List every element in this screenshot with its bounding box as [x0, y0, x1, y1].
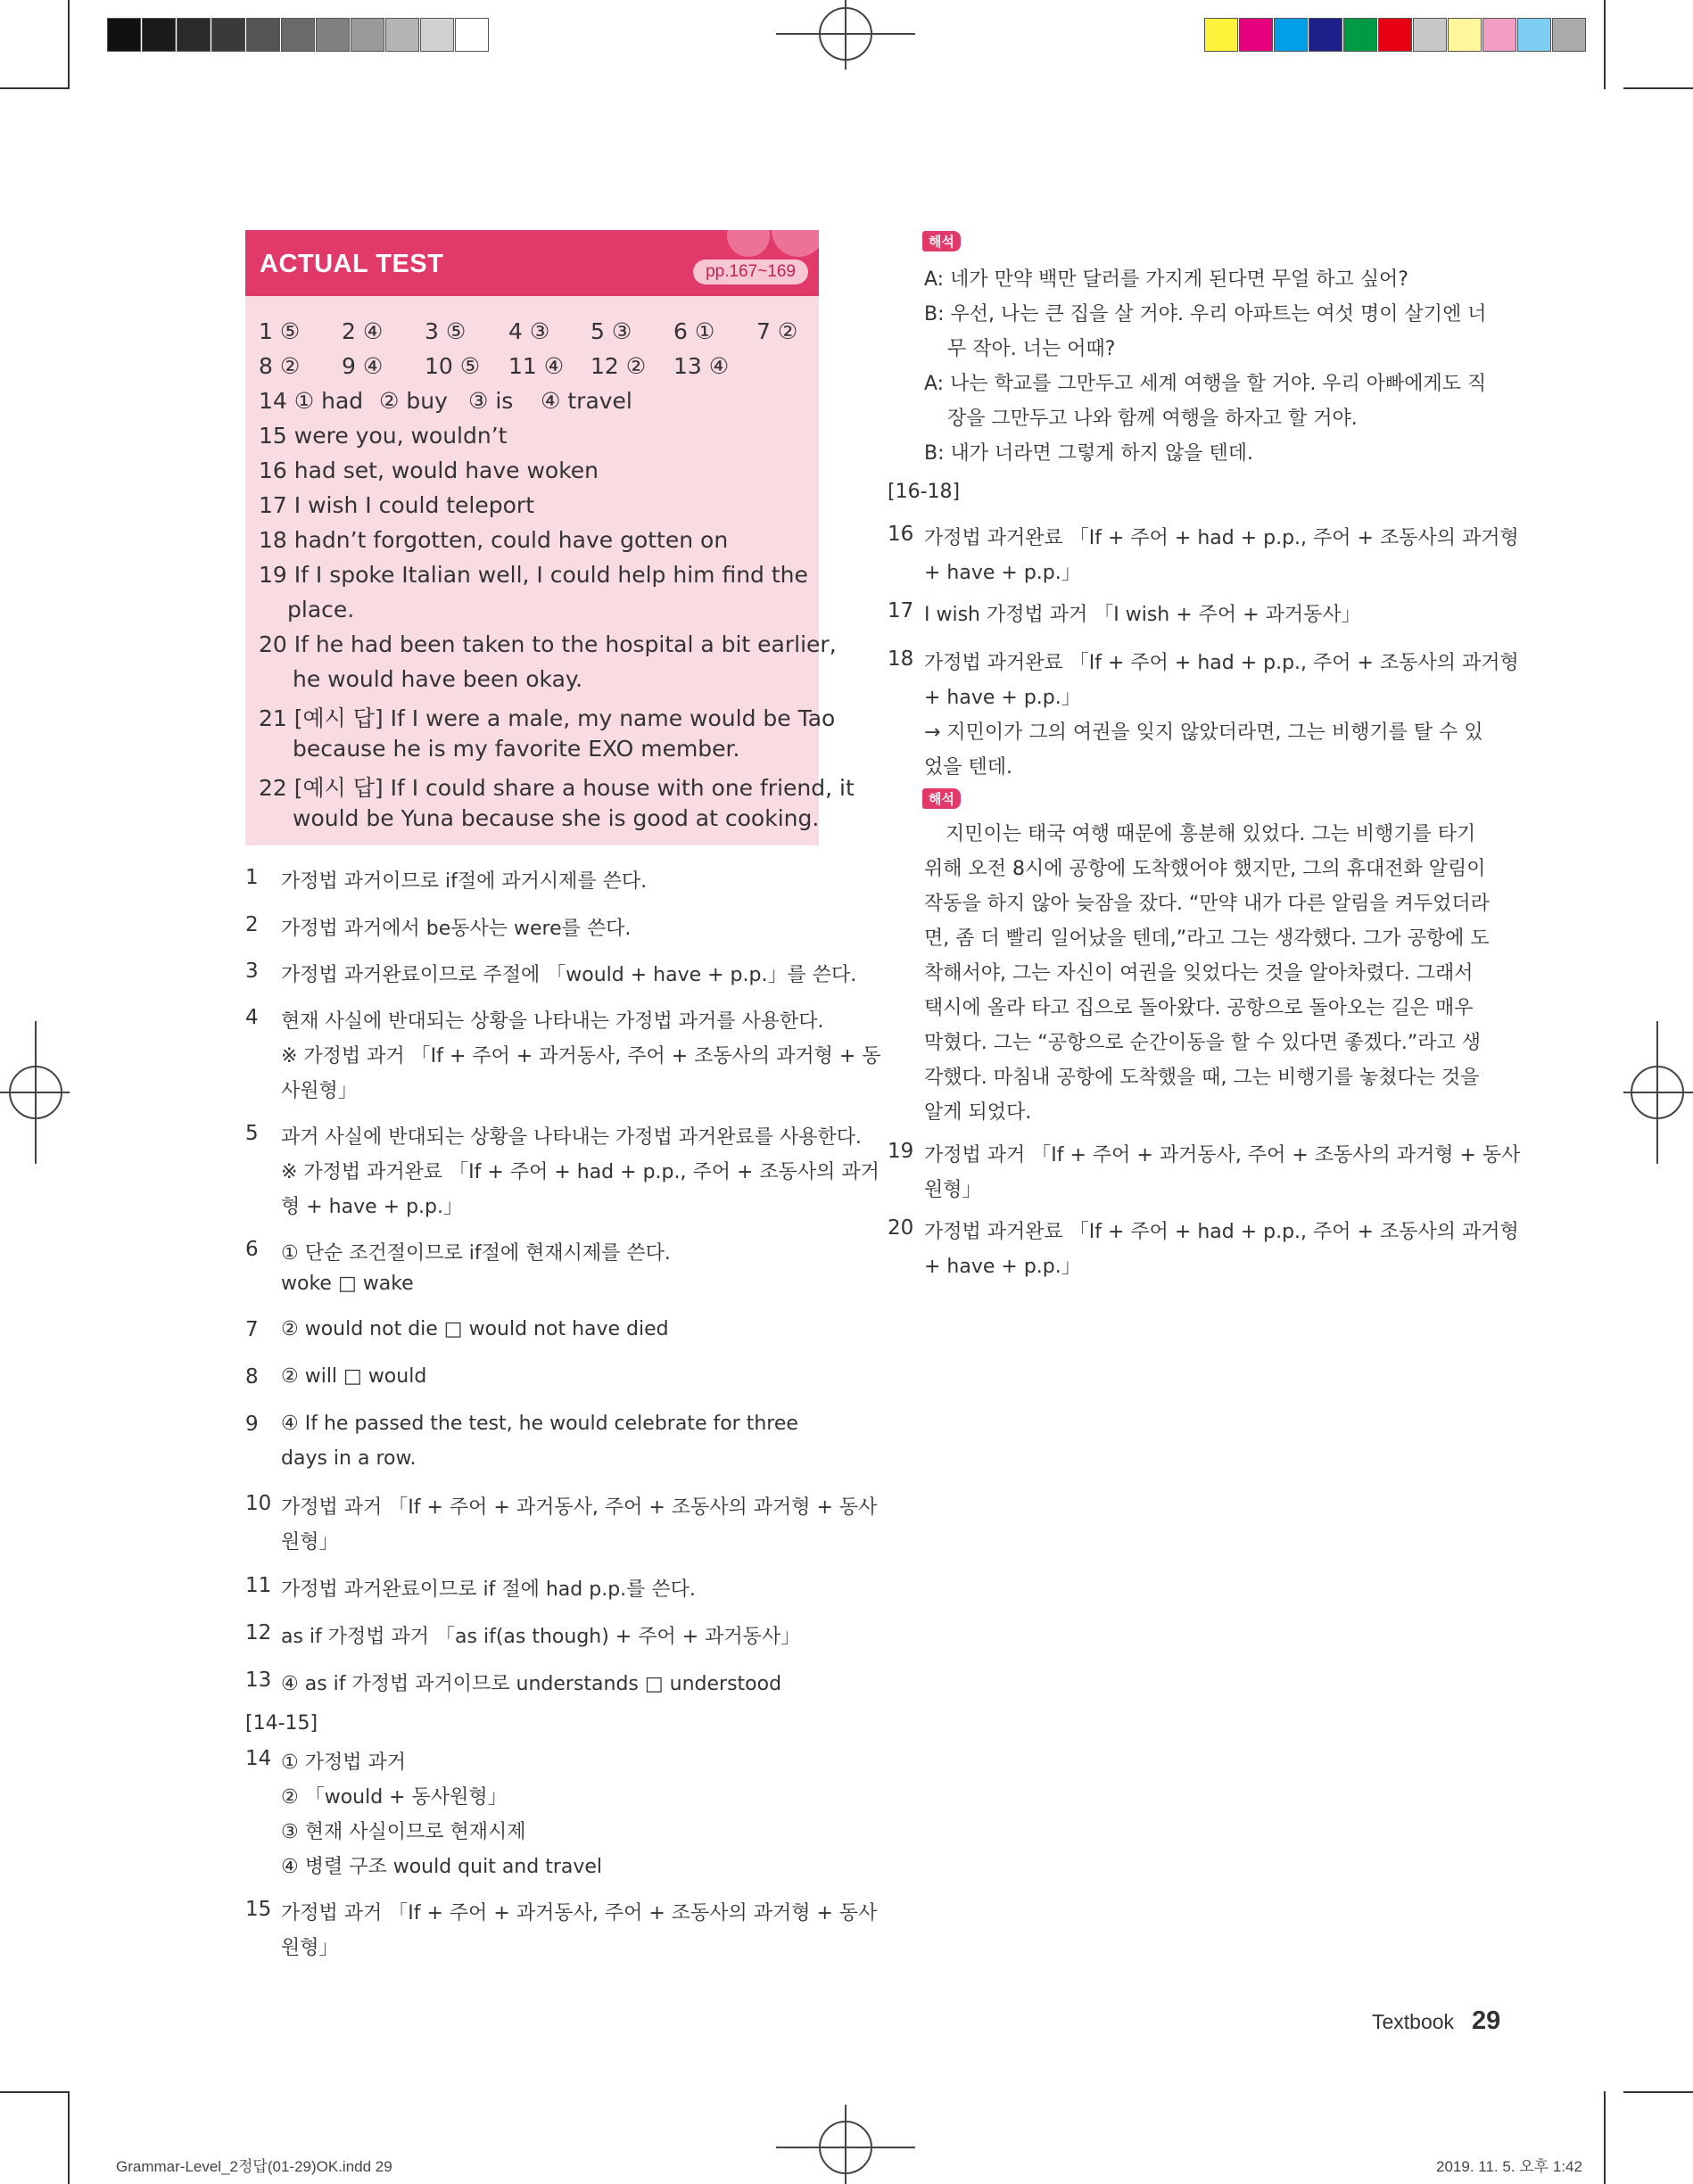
section-bracket: [14-15]	[245, 1712, 318, 1735]
explanation-number: 1	[245, 866, 259, 889]
color-swatch	[351, 18, 384, 52]
dialogue-line: A: 네가 만약 백만 달러를 가지게 된다면 무얼 하고 싶어?	[924, 268, 1408, 291]
explanation-text: I wish 가정법 과거 「I wish + 주어 + 과거동사」	[924, 604, 1361, 626]
color-swatch	[385, 18, 419, 52]
explanation-text: 가정법 과거 「If + 주어 + 과거동사, 주어 + 조동사의 과거형 + 동사	[924, 1144, 1521, 1166]
color-swatch	[211, 18, 245, 52]
color-swatch	[1378, 18, 1412, 52]
explanation-text: 가정법 과거완료 「If + 주어 + had + p.p., 주어 + 조동사의 과거형	[924, 527, 1519, 549]
explanation-text: 원형」	[281, 1937, 339, 1959]
passage-line: 착해서야, 그는 자신이 여권을 잊었다는 것을 알아차렸다. 그래서	[924, 962, 1474, 985]
explanation-number: 3	[245, 960, 259, 983]
color-swatch	[1413, 18, 1447, 52]
answer-item: 10 ⑤	[425, 353, 481, 379]
answer-item: 5 ③	[590, 318, 632, 344]
answer-item: ② buy	[379, 388, 448, 414]
dialogue-line: 무 작아. 너는 어때?	[947, 338, 1116, 360]
answer-line: because he is my favorite EXO member.	[293, 736, 740, 762]
explanation-text: 가정법 과거 「If + 주어 + 과거동사, 주어 + 조동사의 과거형 + 동사	[281, 1902, 878, 1924]
explanation-text: days in a row.	[281, 1447, 417, 1470]
explanation-text: 었을 텐데.	[924, 756, 1012, 779]
explanation-number: 9	[245, 1413, 259, 1436]
color-swatch	[1552, 18, 1586, 52]
explanation-number: 11	[245, 1574, 272, 1597]
color-swatch	[1448, 18, 1482, 52]
color-swatch	[142, 18, 176, 52]
answer-item: 13 ④	[673, 353, 730, 379]
explanation-text: + have + p.p.」	[924, 562, 1081, 584]
page-range-badge: pp.167~169	[693, 260, 808, 284]
explanation-number: 7	[245, 1318, 259, 1341]
explanation-text: ② will □ would	[281, 1365, 427, 1388]
dialogue-line: 장을 그만두고 나와 함께 여행을 하자고 할 거야.	[947, 408, 1358, 430]
file-slug: Grammar-Level_2정답(01-29)OK.indd 29	[116, 2158, 392, 2175]
section-bracket: [16-18]	[888, 481, 961, 503]
explanation-text: + have + p.p.」	[924, 1256, 1081, 1278]
answer-item: 14 ① had	[259, 388, 364, 414]
explanation-number: 12	[245, 1621, 272, 1644]
dialogue-line: B: 내가 너라면 그렇게 하지 않을 텐데.	[924, 442, 1253, 465]
explanation-text: ③ 현재 사실이므로 현재시제	[281, 1821, 526, 1843]
answer-line: 20 If he had been taken to the hospital a bit earlier,	[259, 631, 837, 657]
color-swatch	[1274, 18, 1308, 52]
color-swatch	[1204, 18, 1238, 52]
explanation-number: 17	[888, 599, 914, 622]
explanation-text: ※ 가정법 과거 「If + 주어 + 과거동사, 주어 + 조동사의 과거형 + 동	[281, 1045, 881, 1067]
translation-tag: 해석	[922, 231, 961, 251]
color-swatch	[1239, 18, 1273, 52]
answer-line: place.	[287, 597, 355, 622]
answer-item: ④ travel	[541, 388, 632, 414]
translation-tag: 해석	[922, 788, 961, 809]
passage-line: 각했다. 마침내 공항에 도착했을 때, 그는 비행기를 놓쳤다는 것을	[924, 1067, 1480, 1089]
explanation-text: 가정법 과거완료 「If + 주어 + had + p.p., 주어 + 조동사의 과거형	[924, 1221, 1519, 1243]
answer-item: 6 ①	[673, 318, 715, 344]
explanation-text: ① 단순 조건절이므로 if절에 현재시제를 쓴다.	[281, 1242, 671, 1265]
explanation-number: 6	[245, 1238, 259, 1261]
answer-line: 16 had set, would have woken	[259, 457, 599, 483]
footer-label: Textbook	[1372, 2010, 1455, 2033]
explanation-number: 14	[245, 1747, 272, 1770]
color-swatch	[1309, 18, 1342, 52]
answer-item: 4 ③	[508, 318, 550, 344]
explanation-text: 형 + have + p.p.」	[281, 1196, 463, 1218]
explanation-text: 가정법 과거완료이므로 if 절에 had p.p.를 쓴다.	[281, 1578, 696, 1601]
decor-bubble	[772, 230, 819, 257]
answer-line: he would have been okay.	[293, 666, 583, 692]
explanation-number: 10	[245, 1492, 272, 1515]
explanation-number: 16	[888, 523, 914, 546]
color-swatch	[281, 18, 315, 52]
explanation-text: 원형」	[281, 1531, 339, 1554]
explanation-text: 가정법 과거이므로 if절에 과거시제를 쓴다.	[281, 870, 648, 893]
explanation-number: 19	[888, 1140, 914, 1163]
dialogue-line: B: 우선, 나는 큰 집을 살 거야. 우리 아파트는 여섯 명이 살기엔 너	[924, 303, 1487, 326]
explanation-text: 가정법 과거완료이므로 주절에 「would + have + p.p.」를 쓴다.	[281, 964, 857, 986]
explanation-number: 4	[245, 1006, 259, 1029]
passage-line: 면, 좀 더 빨리 일어났을 텐데,”라고 그는 생각했다. 그가 공항에 도	[924, 927, 1490, 950]
color-swatch	[177, 18, 211, 52]
passage-line: 작동을 하지 않아 늦잠을 잤다. “만약 내가 다른 알림을 켜두었더라	[924, 893, 1490, 915]
explanation-text: 현재 사실에 반대되는 상황을 나타내는 가정법 과거를 사용한다.	[281, 1010, 824, 1033]
explanation-text: ※ 가정법 과거완료 「If + 주어 + had + p.p., 주어 + 조동사의 과거	[281, 1161, 880, 1183]
answer-item: 7 ②	[756, 318, 798, 344]
passage-line: 알게 되었다.	[924, 1101, 1032, 1124]
explanation-text: ② 「would + 동사원형」	[281, 1786, 508, 1809]
answer-line: 21 [예시 답] If I were a male, my name would be Tao	[259, 705, 836, 731]
explanation-text: 원형」	[924, 1179, 982, 1201]
answer-item: ③ is	[468, 388, 514, 414]
explanation-number: 18	[888, 647, 914, 671]
passage-line: 막혔다. 그는 “공항으로 순간이동을 할 수 있다면 좋겠다.”라고 생	[924, 1032, 1482, 1054]
explanation-text: ④ If he passed the test, he would celebrate for three	[281, 1413, 798, 1435]
answer-line: 15 were you, wouldn’t	[259, 423, 508, 449]
color-swatch	[420, 18, 454, 52]
explanation-text: ② would not die □ would not have died	[281, 1318, 669, 1340]
explanation-number: 13	[245, 1669, 272, 1692]
explanation-text: ④ as if 가정법 과거이므로 understands □ understood	[281, 1673, 782, 1695]
explanation-text: 가정법 과거 「If + 주어 + 과거동사, 주어 + 조동사의 과거형 + 동사	[281, 1496, 878, 1519]
explanation-text: as if 가정법 과거 「as if(as though) + 주어 + 과거동사」	[281, 1626, 801, 1648]
answer-item: 3 ⑤	[425, 318, 467, 344]
explanation-text: ④ 병렬 구조 would quit and travel	[281, 1856, 603, 1878]
explanation-text: 가정법 과거완료 「If + 주어 + had + p.p., 주어 + 조동사의 과거형	[924, 652, 1519, 674]
passage-line: 택시에 올라 타고 집으로 돌아왔다. 공항으로 돌아오는 길은 매우	[924, 997, 1474, 1019]
explanation-text: ① 가정법 과거	[281, 1751, 406, 1774]
explanation-text: 가정법 과거에서 be동사는 were를 쓴다.	[281, 918, 632, 940]
answer-line: 17 I wish I could teleport	[259, 492, 535, 518]
date-slug: 2019. 11. 5. 오후 1:42	[1436, 2158, 1582, 2175]
answer-item: 9 ④	[342, 353, 384, 379]
dialogue-line: A: 나는 학교를 그만두고 세계 여행을 할 거야. 우리 아빠에게도 직	[924, 373, 1487, 395]
color-swatch	[1517, 18, 1551, 52]
explanation-text: woke □ wake	[281, 1273, 414, 1295]
color-swatch	[316, 18, 350, 52]
answer-box-header	[245, 230, 819, 296]
answer-item: 11 ④	[508, 353, 565, 379]
passage-line: 위해 오전 8시에 공항에 도착했어야 했지만, 그의 휴대전화 알림이	[924, 858, 1486, 880]
color-swatch	[455, 18, 489, 52]
answer-line: 19 If I spoke Italian well, I could help him find the	[259, 562, 808, 588]
answer-line: 18 hadn’t forgotten, could have gotten on	[259, 527, 729, 553]
color-swatch	[246, 18, 280, 52]
explanation-number: 2	[245, 913, 259, 936]
color-swatch	[1343, 18, 1377, 52]
explanation-number: 15	[245, 1898, 272, 1921]
answer-line: 22 [예시 답] If I could share a house with one friend, it	[259, 775, 855, 801]
answer-item: 2 ④	[342, 318, 384, 344]
explanation-text: 사원형」	[281, 1080, 358, 1102]
explanation-number: 5	[245, 1122, 259, 1145]
explanation-text: → 지민이가 그의 여권을 잊지 않았더라면, 그는 비행기를 탈 수 있	[924, 721, 1483, 744]
page-number: 29	[1472, 2007, 1501, 2035]
answer-item: 1 ⑤	[259, 318, 301, 344]
color-swatch	[107, 18, 141, 52]
explanation-text: 과거 사실에 반대되는 상황을 나타내는 가정법 과거완료를 사용한다.	[281, 1126, 863, 1149]
answer-item: 12 ②	[590, 353, 647, 379]
section-title: ACTUAL TEST	[260, 250, 444, 278]
answer-item: 8 ②	[259, 353, 301, 379]
passage-line: 지민이는 태국 여행 때문에 흥분해 있었다. 그는 비행기를 타기	[946, 823, 1476, 845]
explanation-text: + have + p.p.」	[924, 687, 1081, 709]
explanation-number: 8	[245, 1365, 259, 1389]
answer-line: would be Yuna because she is good at cooking.	[293, 805, 820, 831]
color-swatch	[1482, 18, 1516, 52]
explanation-number: 20	[888, 1216, 914, 1240]
decor-bubble	[727, 230, 770, 257]
